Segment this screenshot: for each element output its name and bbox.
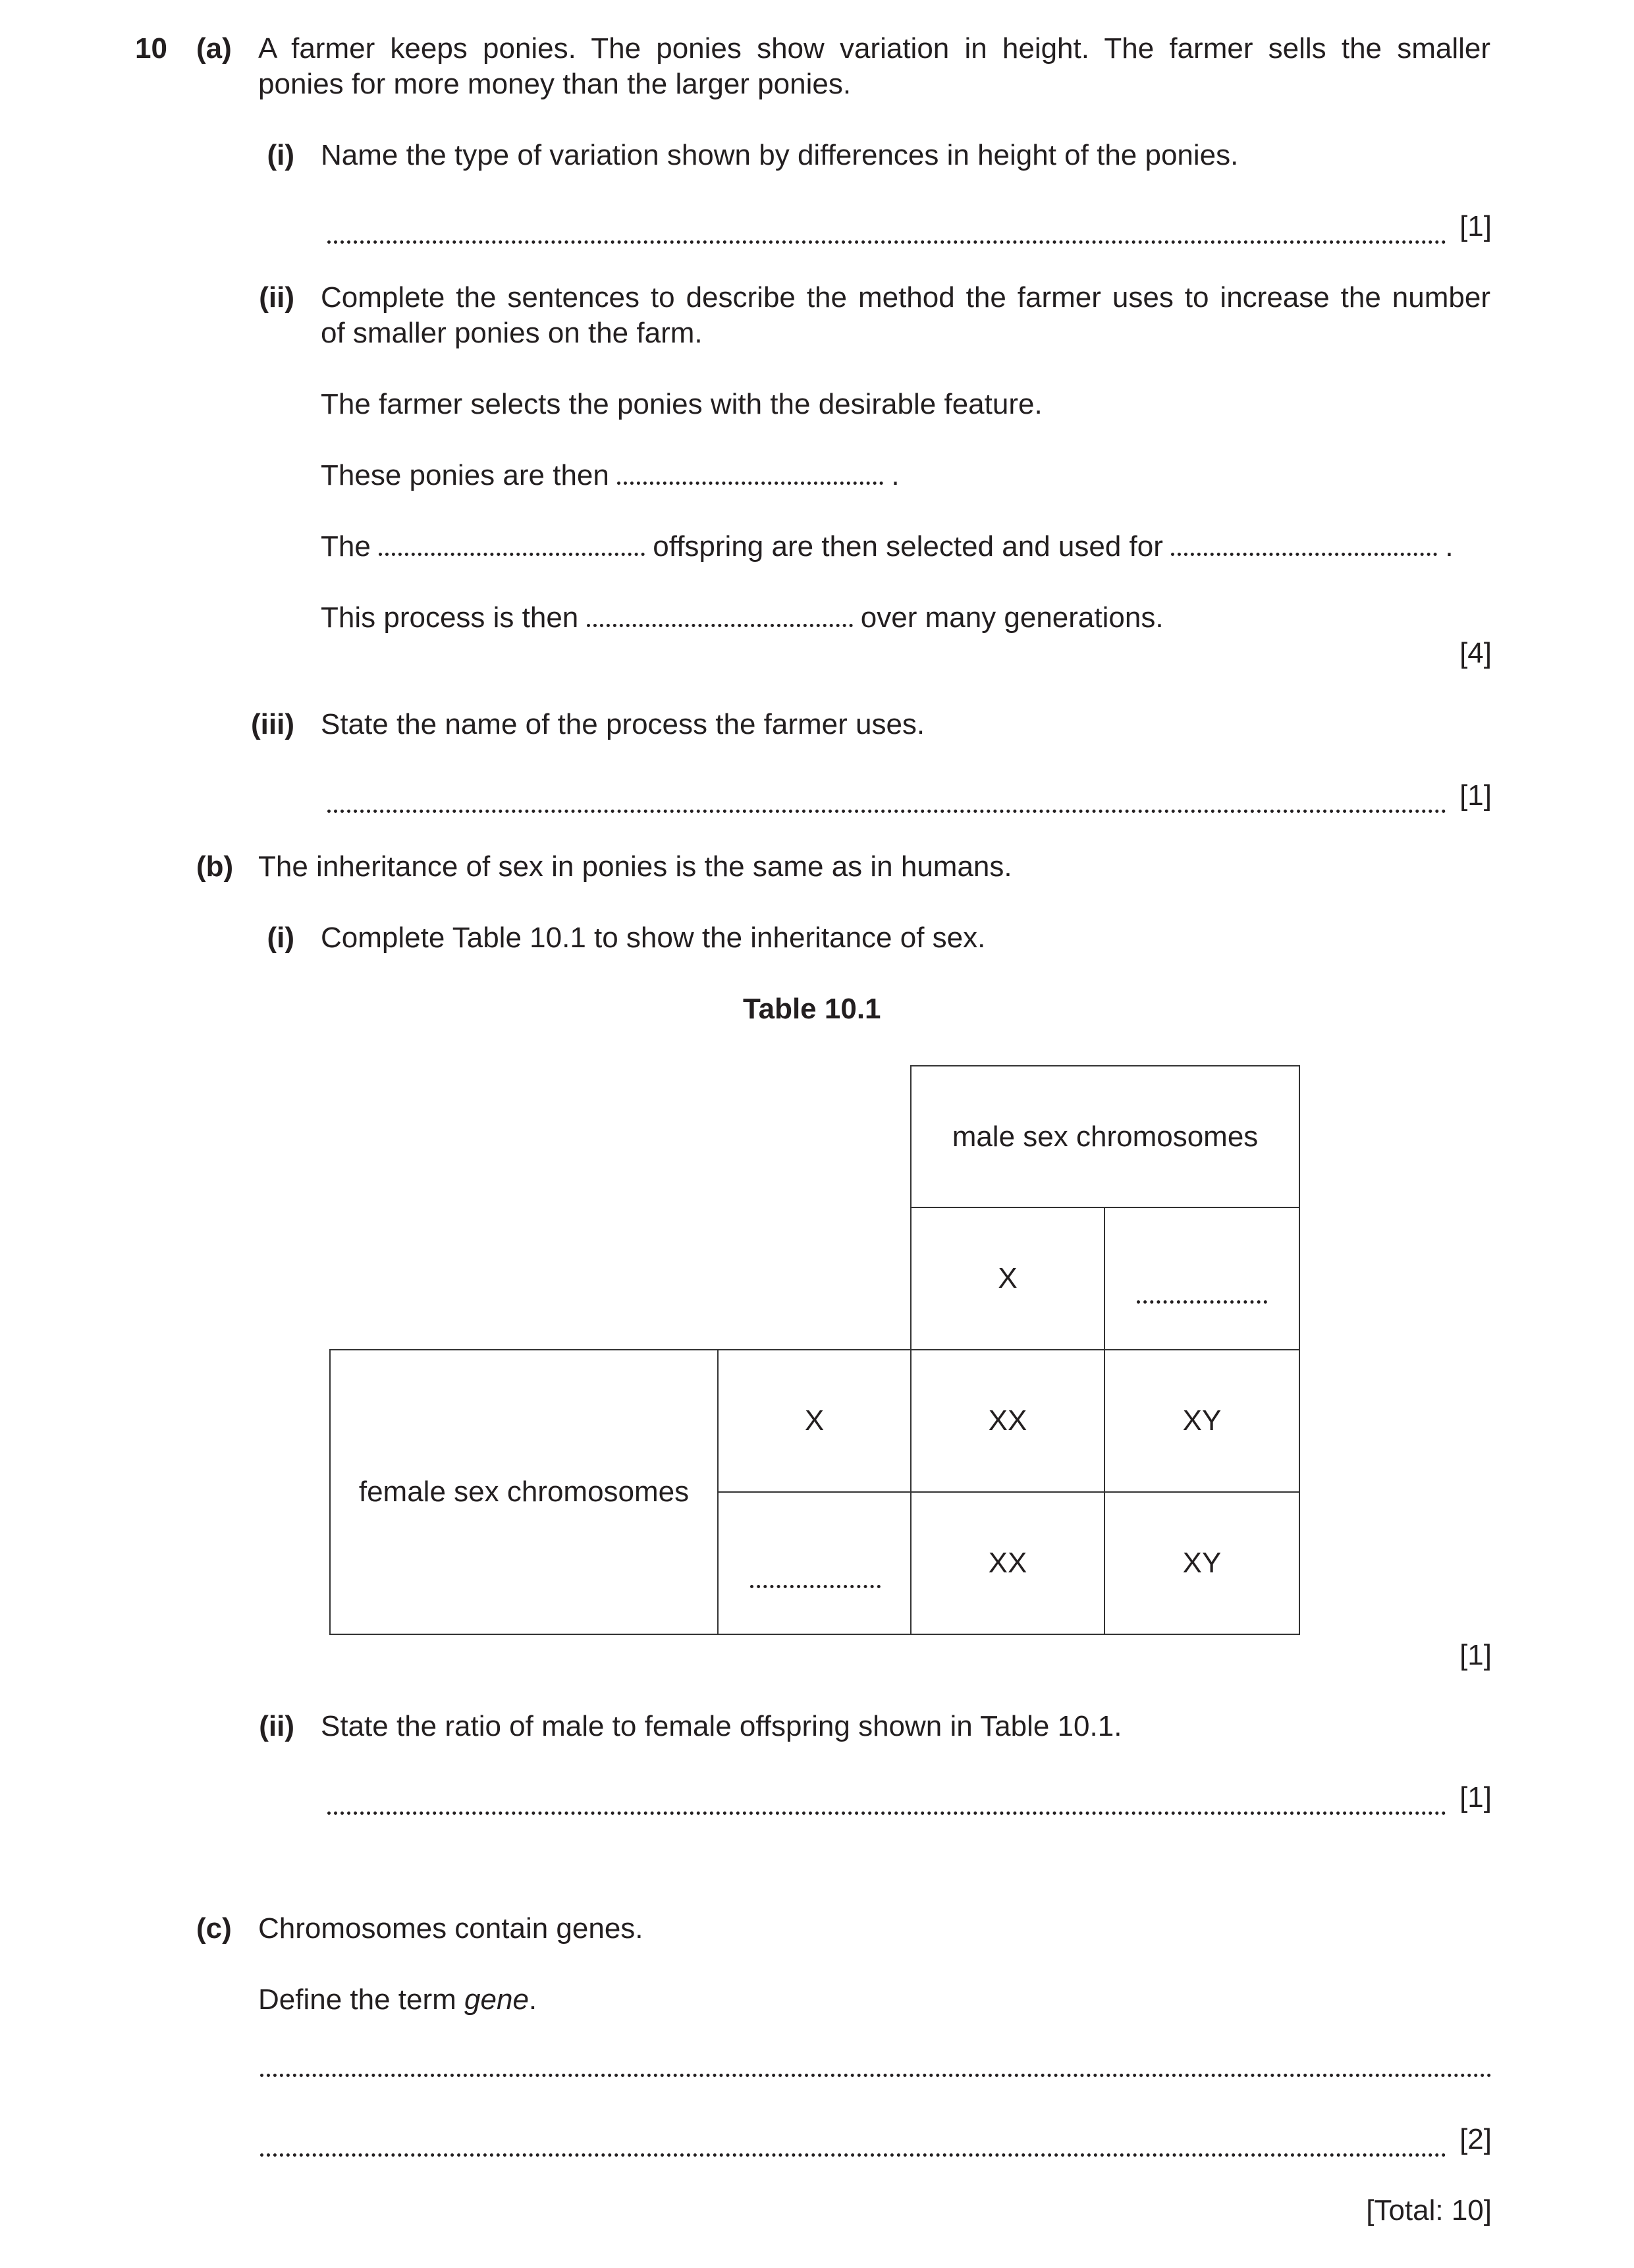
female-header-cell	[329, 1349, 719, 1635]
answer-dots	[327, 1792, 1446, 1815]
sentence-3-mid: offspring are then selected and used for	[653, 530, 1163, 563]
blank-3[interactable]	[1171, 533, 1437, 556]
sentence-2	[321, 458, 900, 493]
offspring-cell	[1104, 1491, 1300, 1635]
part-a-label: (a)	[196, 32, 232, 65]
part-c-answer-line-2[interactable]	[260, 2122, 1492, 2157]
female-row2-cell[interactable]	[717, 1491, 912, 1635]
part-c-answer-line-1[interactable]	[260, 2054, 1492, 2077]
sentence-1: The farmer selects the ponies with the desirable feature.	[321, 388, 1043, 420]
part-a-ii-text-line2: of smaller ponies on the farm.	[321, 317, 703, 349]
part-a-i-mark: [1]	[1459, 210, 1492, 242]
part-a-i-label: (i)	[267, 139, 294, 171]
offspring-genotype: XX	[988, 1404, 1027, 1437]
offspring-genotype: XY	[1182, 1404, 1222, 1437]
offspring-cell	[910, 1491, 1105, 1635]
offspring-genotype: XX	[988, 1547, 1027, 1579]
blank-2[interactable]	[379, 533, 645, 556]
question-number: 10	[135, 32, 167, 65]
part-a-ii-mark: [4]	[1459, 637, 1492, 669]
female-row1: X	[804, 1404, 825, 1437]
part-a-iii-answer-line[interactable]	[327, 779, 1492, 813]
sentence-2-start: These ponies are then	[321, 459, 609, 491]
sentence-4	[321, 601, 1164, 635]
table-title: Table 10.1	[743, 993, 881, 1025]
male-col1-cell	[910, 1207, 1105, 1350]
sentence-4-start: This process is then	[321, 601, 579, 634]
part-a-ii-text-line1: Complete the sentences to describe the method the farmer uses to increase the number	[321, 281, 1490, 314]
part-a-intro-line2: ponies for more money than the larger ponies.	[258, 68, 852, 100]
female-header: female sex chromosomes	[358, 1476, 690, 1508]
male-header-cell	[910, 1065, 1300, 1208]
male-col2-blank[interactable]	[1137, 1299, 1267, 1304]
female-row2-blank[interactable]	[750, 1584, 881, 1588]
part-a-iii-label: (iii)	[251, 708, 294, 740]
part-b-label: (b)	[196, 850, 234, 883]
answer-dots	[327, 790, 1446, 813]
part-c-mark: [2]	[1459, 2123, 1492, 2155]
answer-dots	[327, 221, 1446, 244]
part-a-i-answer-line[interactable]	[327, 209, 1492, 244]
part-c-intro: Chromosomes contain genes.	[258, 1912, 643, 1945]
sentence-4-end: over many generations.	[860, 601, 1164, 634]
part-b-ii-mark: [1]	[1459, 1781, 1492, 1813]
part-b-ii-text: State the ratio of male to female offspring shown in Table 10.1.	[321, 1710, 1122, 1742]
answer-dots	[260, 2054, 1492, 2077]
male-header: male sex chromosomes	[952, 1120, 1259, 1153]
part-a-i-text: Name the type of variation shown by differences in height of the ponies.	[321, 139, 1239, 171]
female-row1-cell	[717, 1349, 912, 1493]
part-b-ii-label: (ii)	[259, 1710, 294, 1742]
sentence-3-start: The	[321, 530, 371, 563]
define-suffix: .	[528, 1983, 537, 2016]
male-col1: X	[998, 1262, 1018, 1294]
part-c-label: (c)	[196, 1912, 232, 1945]
offspring-cell	[1104, 1349, 1300, 1493]
sentence-3-end: .	[1445, 530, 1454, 563]
part-b-intro: The inheritance of sex in ponies is the same as in humans.	[258, 850, 1012, 883]
define-term: gene	[464, 1983, 529, 2016]
part-a-iii-mark: [1]	[1459, 779, 1492, 812]
sentence-2-end: .	[891, 459, 900, 491]
part-a-ii-label: (ii)	[259, 281, 294, 314]
blank-1[interactable]	[617, 462, 883, 485]
offspring-genotype: XY	[1182, 1547, 1222, 1579]
male-col2-cell[interactable]	[1104, 1207, 1300, 1350]
part-b-ii-answer-line[interactable]	[327, 1781, 1492, 1815]
part-a-iii-text: State the name of the process the farmer uses.	[321, 708, 925, 740]
offspring-cell	[910, 1349, 1105, 1493]
part-b-i-label: (i)	[267, 922, 294, 954]
total-marks: [Total: 10]	[1366, 2194, 1492, 2227]
blank-4[interactable]	[587, 604, 853, 627]
define-prefix: Define the term	[258, 1983, 465, 2016]
part-b-i-mark: [1]	[1459, 1639, 1492, 1671]
part-c-define	[258, 1983, 537, 2017]
sentence-3	[321, 530, 1454, 564]
answer-dots	[260, 2134, 1446, 2157]
part-a-intro-line1: A farmer keeps ponies. The ponies show variation in height. The farmer sells the smaller	[258, 32, 1490, 65]
part-b-i-text: Complete Table 10.1 to show the inheritance of sex.	[321, 922, 986, 954]
